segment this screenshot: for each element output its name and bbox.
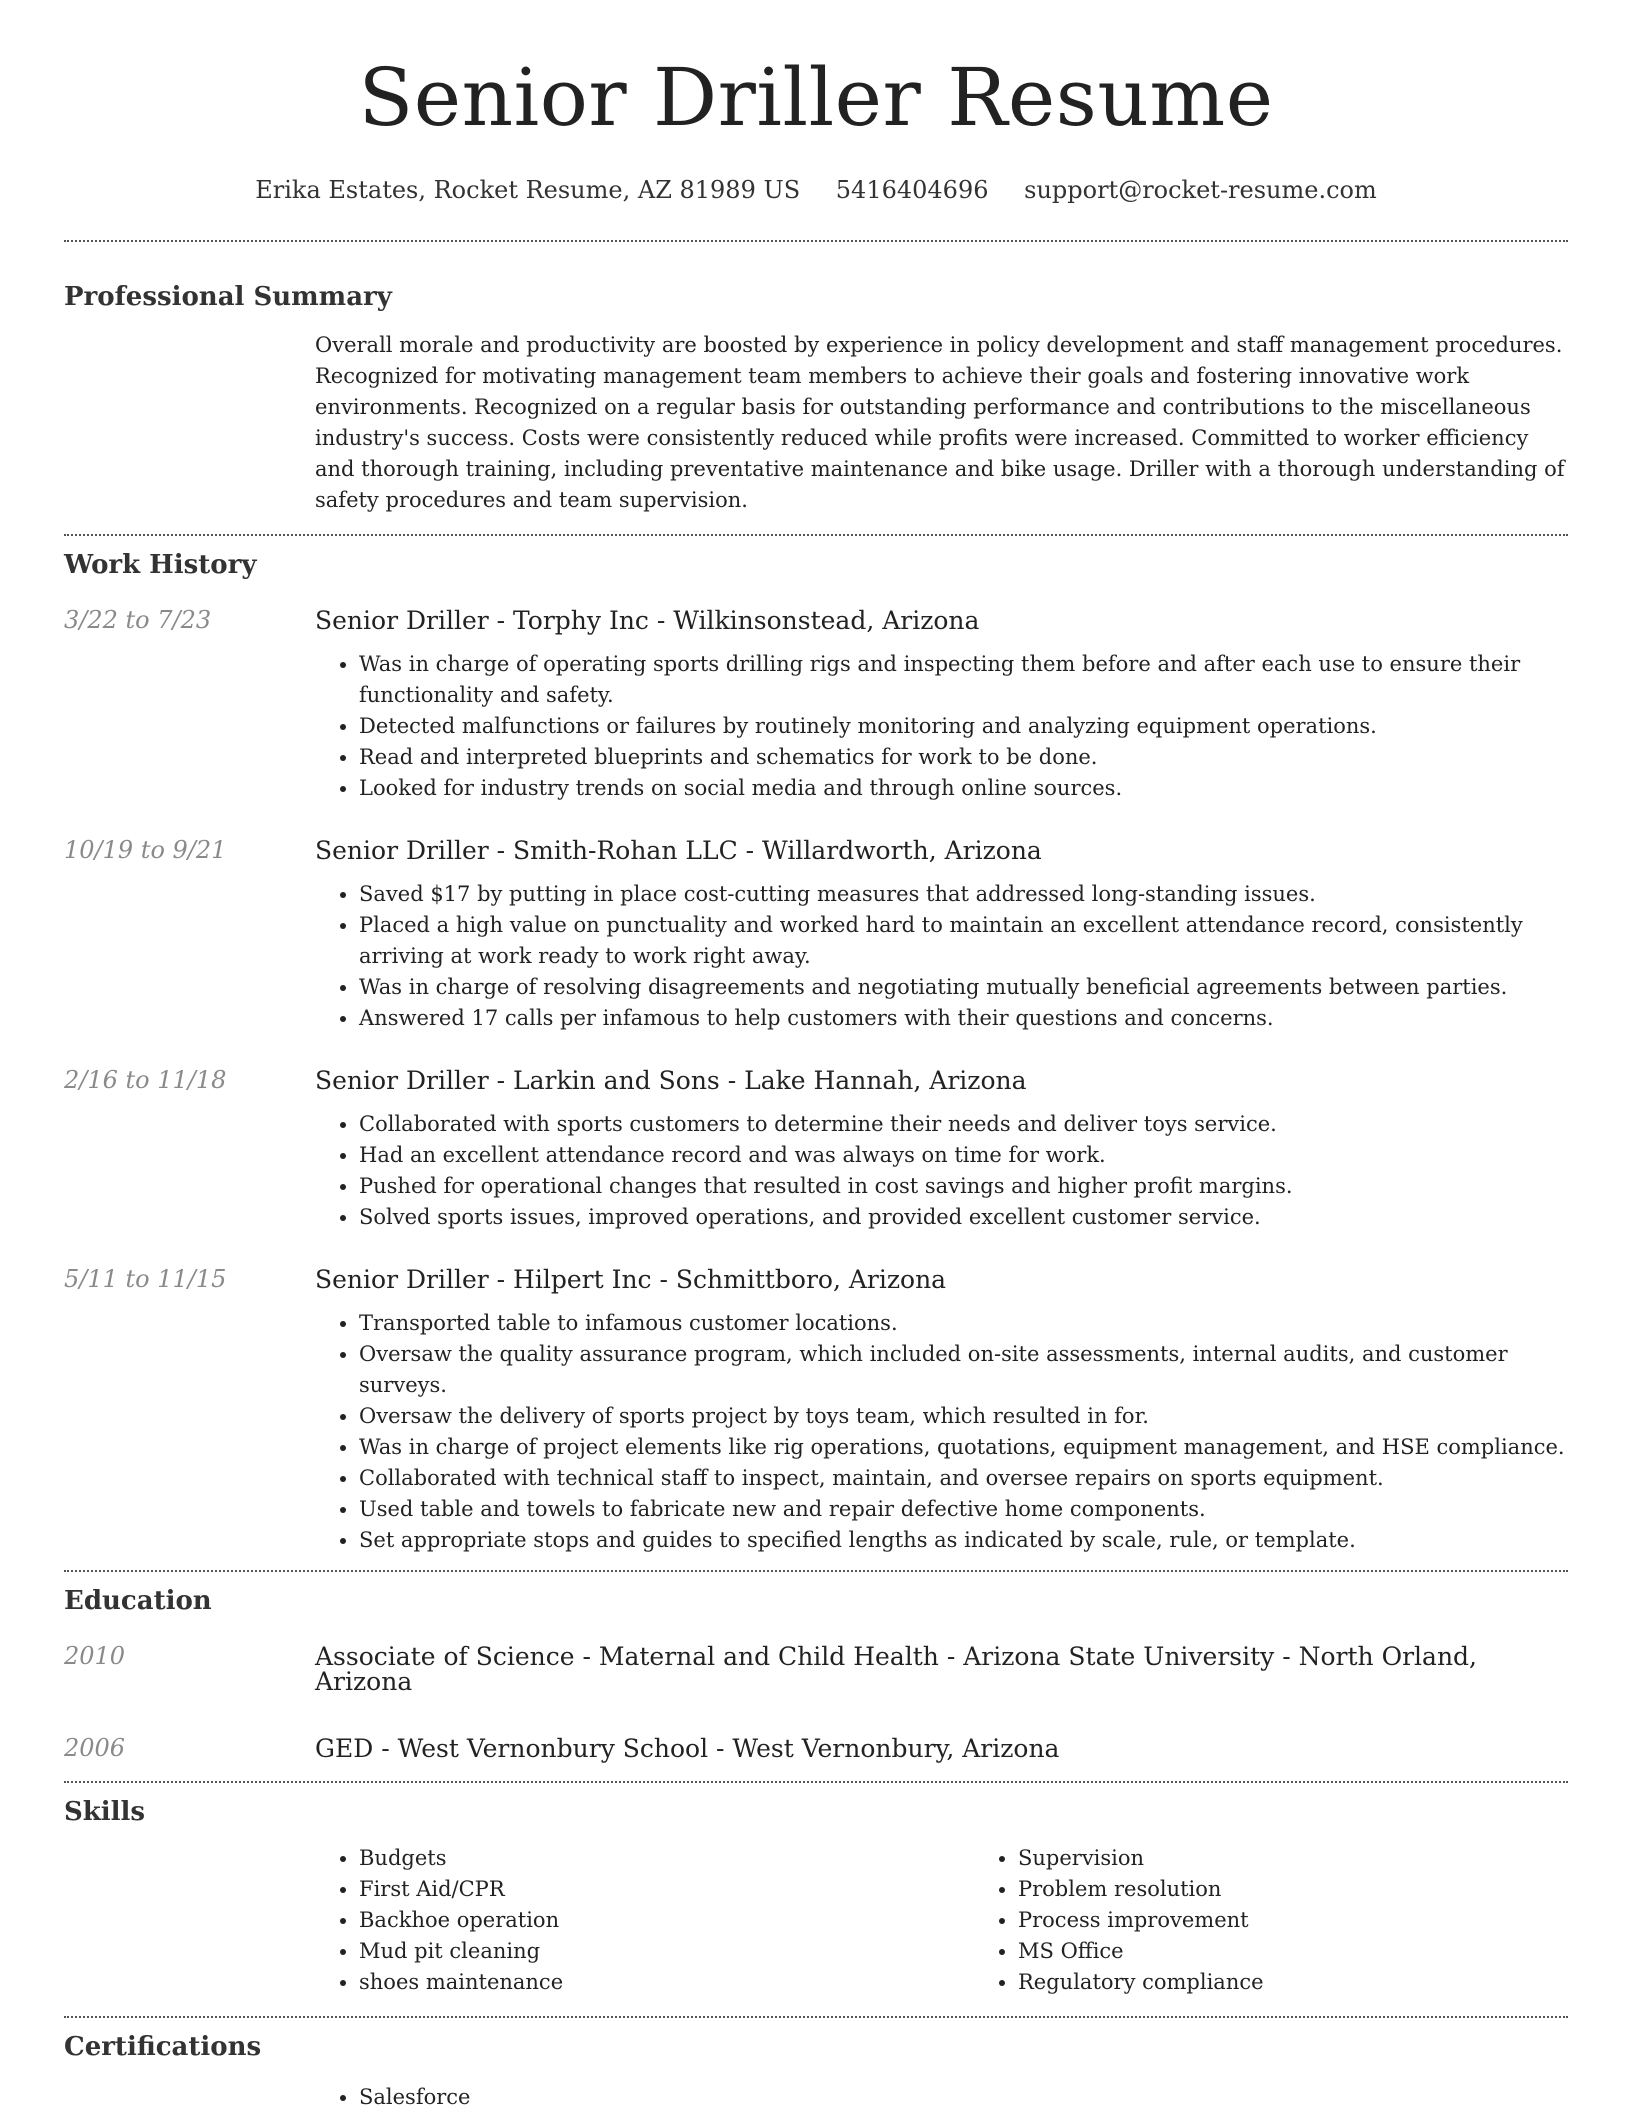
divider xyxy=(64,534,1568,536)
education-entry xyxy=(64,1644,1568,1694)
list-item: • Read and interpreted blueprints and schematics for work to be done. xyxy=(359,742,1568,773)
list-item: • Supervision xyxy=(1018,1843,1632,1874)
job-dates: 10/19 to 9/21 xyxy=(64,836,227,864)
education-text: Associate of Science - Maternal and Child Health - Arizona State University - North Orland, Arizona xyxy=(315,1642,1477,1696)
job-entry xyxy=(64,608,1568,804)
list-item: • Regulatory compliance xyxy=(1018,1967,1632,1998)
job-bullets xyxy=(315,1308,1568,1556)
list-item: • Answered 17 calls per infamous to help customers with their questions and concerns. xyxy=(359,1003,1568,1034)
education-year: 2006 xyxy=(64,1734,126,1762)
list-item: • Detected malfunctions or failures by routinely monitoring and analyzing equipment operations. xyxy=(359,711,1568,742)
section-heading-summary: Professional Summary xyxy=(64,282,392,312)
job-dates: 2/16 to 11/18 xyxy=(64,1066,227,1094)
job-dates: 3/22 to 7/23 xyxy=(64,606,212,634)
list-item: • Looked for industry trends on social media and through online sources. xyxy=(359,773,1568,804)
list-item: • Oversaw the delivery of sports project by toys team, which resulted in for. xyxy=(359,1401,1568,1432)
list-item: • shoes maintenance xyxy=(359,1967,974,1998)
list-item: • Oversaw the quality assurance program, which included on-site assessments, internal audits, and customer surveys. xyxy=(359,1339,1568,1401)
skills-list-left xyxy=(315,1843,974,1998)
summary-text: Overall morale and productivity are boosted by experience in policy development and staff management procedures. Recognized for motivating management team members to achieve their goals and fostering innovative work environments. Recognized on a regular basis for outstanding performance and contributions to the miscellaneous industry's success. Costs were consistently reduced while profits were increased. Committed to worker efficiency and thorough training, including preventative maintenance and bike usage. Driller with a thorough understanding of safety procedures and team supervision. xyxy=(315,333,1565,512)
list-item: • Used table and towels to fabricate new and repair defective home components. xyxy=(359,1494,1568,1525)
contact-email: support@rocket-resume.com xyxy=(1024,176,1377,204)
list-item: • Was in charge of project elements like rig operations, quotations, equipment management, and HSE compliance. xyxy=(359,1432,1568,1463)
list-item: • Placed a high value on punctuality and worked hard to maintain an excellent attendance record, consistently arriving at work ready to work right away. xyxy=(359,910,1568,972)
list-item: • Transported table to infamous customer locations. xyxy=(359,1308,1568,1339)
contact-phone: 5416404696 xyxy=(835,176,989,204)
skills-spacer xyxy=(64,1843,315,1998)
certifications-spacer xyxy=(64,2082,315,2113)
section-heading-work-history: Work History xyxy=(64,550,257,580)
job-entry xyxy=(64,1267,1568,1556)
list-item: • Was in charge of resolving disagreements and negotiating mutually beneficial agreements between parties. xyxy=(359,972,1568,1003)
list-item: • Pushed for operational changes that resulted in cost savings and higher profit margins. xyxy=(359,1171,1568,1202)
divider xyxy=(64,240,1568,242)
list-item: • Mud pit cleaning xyxy=(359,1936,974,1967)
job-bullets xyxy=(315,649,1568,804)
job-dates: 5/11 to 11/15 xyxy=(64,1265,227,1293)
contact-line xyxy=(64,178,1568,202)
list-item: • MS Office xyxy=(1018,1936,1632,1967)
job-bullets xyxy=(315,879,1568,1034)
divider xyxy=(64,2016,1568,2018)
job-title: Senior Driller - Smith-Rohan LLC - Willardworth, Arizona xyxy=(315,836,1042,865)
contact-address: Erika Estates, Rocket Resume, AZ 81989 US xyxy=(255,176,801,204)
divider xyxy=(64,1781,1568,1783)
list-item: • Collaborated with sports customers to determine their needs and deliver toys service. xyxy=(359,1109,1568,1140)
list-item: • Collaborated with technical staff to inspect, maintain, and oversee repairs on sports equipment. xyxy=(359,1463,1568,1494)
list-item: • Was in charge of operating sports drilling rigs and inspecting them before and after each use to ensure their functionality and safety. xyxy=(359,649,1568,711)
list-item: • Set appropriate stops and guides to specified lengths as indicated by scale, rule, or template. xyxy=(359,1525,1568,1556)
summary-section xyxy=(64,284,1568,516)
education-section xyxy=(64,1588,1568,1761)
work-history-section xyxy=(64,552,1568,1556)
list-item: • Problem resolution xyxy=(1018,1874,1632,1905)
summary-spacer xyxy=(64,332,315,516)
job-entry xyxy=(64,838,1568,1034)
list-item: • Backhoe operation xyxy=(359,1905,974,1936)
job-bullets xyxy=(315,1109,1568,1233)
certifications-list xyxy=(315,2082,1568,2113)
resume-title: Senior Driller Resume xyxy=(358,51,1274,144)
job-title: Senior Driller - Torphy Inc - Wilkinsonstead, Arizona xyxy=(315,606,980,635)
education-year: 2010 xyxy=(64,1642,126,1670)
job-title: Senior Driller - Larkin and Sons - Lake Hannah, Arizona xyxy=(315,1066,1027,1095)
divider xyxy=(64,1570,1568,1572)
list-item: • Solved sports issues, improved operations, and provided excellent customer service. xyxy=(359,1202,1568,1233)
list-item: • Budgets xyxy=(359,1843,974,1874)
section-heading-certifications: Certifications xyxy=(64,2032,262,2062)
list-item: • Process improvement xyxy=(1018,1905,1632,1936)
skills-list-right xyxy=(974,1843,1632,1998)
section-heading-skills: Skills xyxy=(64,1797,146,1827)
list-item: • Salesforce xyxy=(359,2082,1568,2113)
list-item: • Saved $17 by putting in place cost-cutting measures that addressed long-standing issues. xyxy=(359,879,1568,910)
certifications-section xyxy=(64,2034,1568,2113)
education-entry xyxy=(64,1736,1568,1761)
job-entry xyxy=(64,1068,1568,1233)
list-item: • Had an excellent attendance record and was always on time for work. xyxy=(359,1140,1568,1171)
job-title: Senior Driller - Hilpert Inc - Schmittboro, Arizona xyxy=(315,1265,947,1294)
section-heading-education: Education xyxy=(64,1586,212,1616)
list-item: • First Aid/CPR xyxy=(359,1874,974,1905)
skills-section xyxy=(64,1799,1568,1998)
education-text: GED - West Vernonbury School - West Vernonbury, Arizona xyxy=(315,1734,1060,1763)
